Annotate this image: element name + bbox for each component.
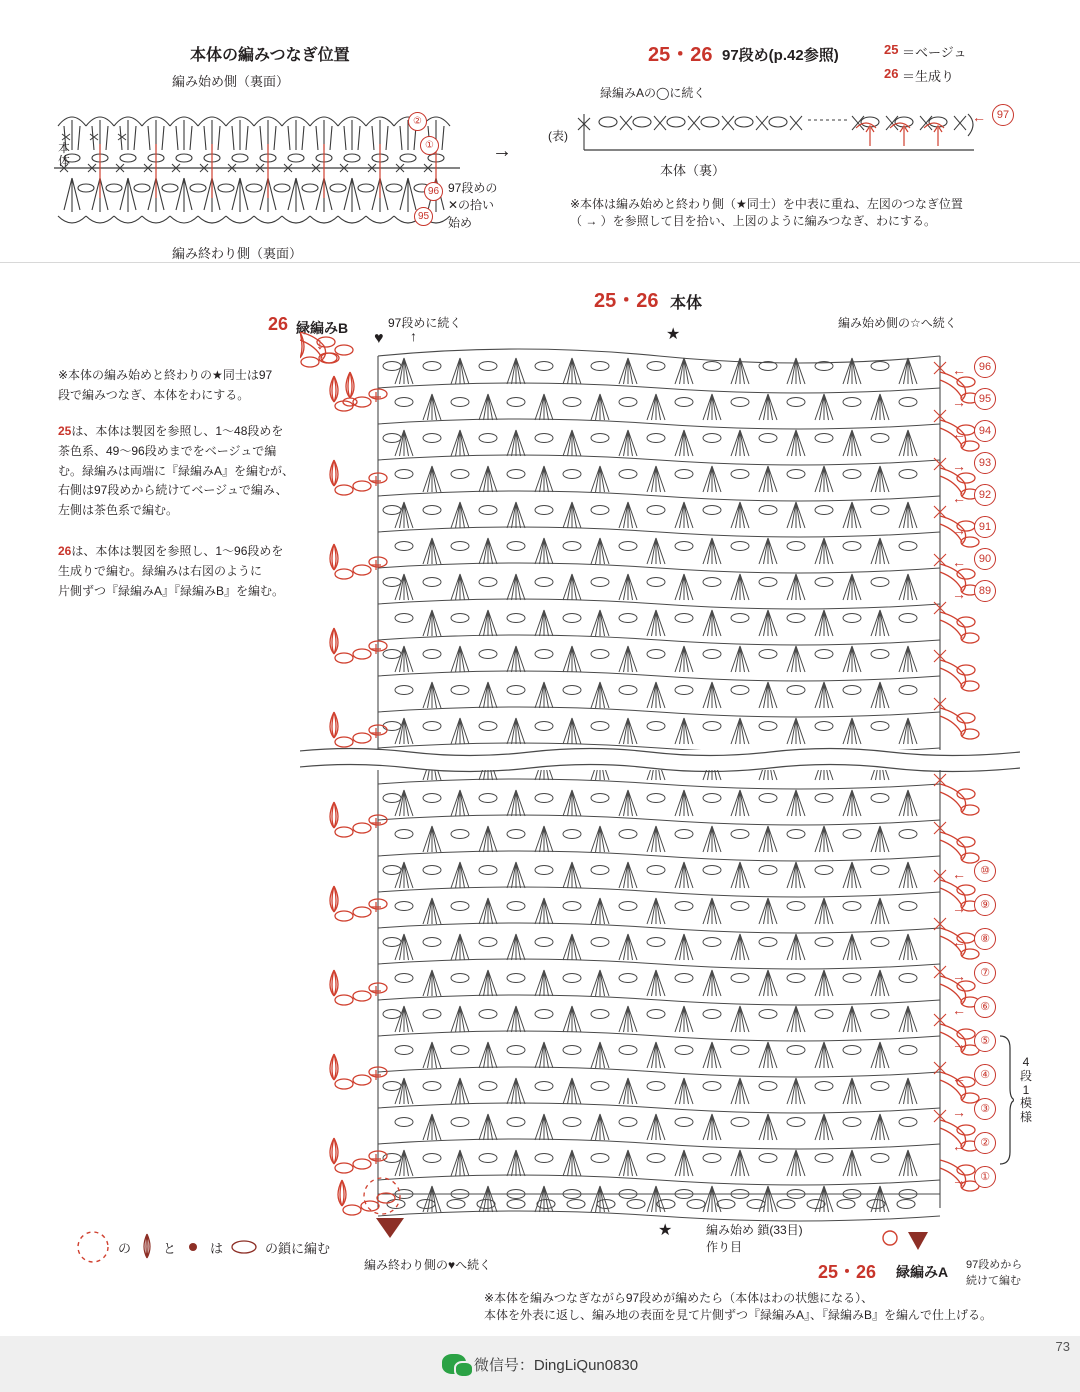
top-left-row-96: 96 <box>424 182 443 201</box>
top-right-direction-arrow-icon: ← <box>972 109 986 125</box>
top-left-row-2: ② <box>408 112 427 131</box>
row-arrow-91: → <box>952 522 966 538</box>
bottom-left-triangle <box>374 1216 408 1240</box>
top-left-side-label: 本 体 <box>58 141 71 168</box>
top-right-heading-num: 25・26 <box>648 44 713 66</box>
dot-icon <box>182 1230 204 1264</box>
row-arrow-94: ← <box>952 426 966 442</box>
star-top-icon: ★ <box>666 326 681 343</box>
row-num-7: ⑦ <box>974 962 996 984</box>
top-right-row-97: 97 <box>992 104 1014 126</box>
top-right-follow-label: 緑編みAの◯に続く <box>600 86 706 100</box>
top-right-heading-text: 97段め(p.42参照) <box>722 47 839 64</box>
row-arrow-8: ← <box>952 934 966 950</box>
row-num-5: ⑤ <box>974 1030 996 1052</box>
marker-icons <box>880 1224 950 1260</box>
heart-continue-label: 編み終わり側の♥へ続く <box>364 1258 492 1272</box>
wechat-text: 微信号：DingLiQun0830 <box>473 1356 639 1374</box>
row-arrow-89: → <box>952 586 966 602</box>
row-num-1: ① <box>974 1166 996 1188</box>
top-left-chart <box>50 88 470 268</box>
row-arrow-5: → <box>952 1036 966 1052</box>
edge-b-num: 26 <box>268 314 289 334</box>
row-arrow-96: ← <box>952 362 966 378</box>
chain-oval-icon <box>229 1230 259 1264</box>
row-num-4: ④ <box>974 1064 996 1086</box>
row-num-9: ⑨ <box>974 894 996 916</box>
row-arrow-90: ← <box>952 554 966 570</box>
main-top-left-label: 97段めに続く <box>388 316 462 330</box>
edge-b-arrow-icon: ↓ <box>316 336 324 353</box>
page-number: 73 <box>1055 1339 1070 1354</box>
top-left-end-label: 編み終わり側（裏面） <box>172 246 303 261</box>
legend-text-2: と <box>163 1240 177 1256</box>
row-arrow-4: ← <box>952 1070 966 1086</box>
row-arrow-3: → <box>952 1104 966 1120</box>
top-right-front-label: (表) <box>548 129 568 143</box>
row-num-92: 92 <box>974 484 996 506</box>
row-num-96: 96 <box>974 356 996 378</box>
legend-26-num: 26 <box>884 66 899 81</box>
wechat-icon <box>442 1354 466 1374</box>
row-num-95: 95 <box>974 388 996 410</box>
heart-icon: ♥ <box>374 330 384 347</box>
top-left-row-95: 95 <box>414 207 433 226</box>
row-arrow-10: ← <box>952 866 966 882</box>
top-right-chart <box>570 104 990 184</box>
triangle-icon <box>374 1216 408 1240</box>
row-num-6: ⑥ <box>974 996 996 1018</box>
legend-row <box>74 1230 330 1264</box>
bracket-icon <box>998 1034 1014 1166</box>
row-arrow-92: ← <box>952 490 966 506</box>
row-arrow-93: → <box>952 458 966 474</box>
row-num-10: ⑩ <box>974 860 996 882</box>
legend-text-3: は <box>210 1240 224 1256</box>
edge-a-label: 緑編みA <box>896 1264 949 1280</box>
edge-b-label: 緑編みB <box>296 320 349 336</box>
main-top-right-label: 編み始め側の☆へ続く <box>838 316 957 330</box>
row-num-2: ② <box>974 1132 996 1154</box>
repeat-label: 4 段 1 模 様 <box>1020 1055 1033 1125</box>
repeat-bracket <box>998 1034 1014 1166</box>
row-num-8: ⑧ <box>974 928 996 950</box>
wechat-credit <box>442 1354 638 1375</box>
top-left-start-label: 編み始め側（裏面） <box>172 74 290 89</box>
legend-text-1: の <box>118 1240 132 1256</box>
main-note-1: ※本体の編み始めと終わりの★同士は97 段で編みつなぎ、本体をわにする。 <box>58 368 273 402</box>
top-section <box>0 0 1080 262</box>
main-stitch-chart <box>300 332 1020 1232</box>
row-num-93: 93 <box>974 452 996 474</box>
row-num-89: 89 <box>974 580 996 602</box>
legend-25-eq: ＝ベージュ <box>902 45 967 60</box>
row-arrow-9: → <box>952 900 966 916</box>
top-left-note: 97段めの ✕の拾い 始め <box>448 181 498 230</box>
row-arrow-95: → <box>952 394 966 410</box>
main-title-text: 本体 <box>670 295 703 312</box>
main-note-2: 25は、本体は製図を参照し、1～48段めを 茶色系、49～96段めまでをベージュで編 む。緑編みは両端に『緑編みA』を編むが、 右側は97段めから続けてベージュで編み、 左側は茶色系で編む。 <box>58 424 295 518</box>
main-section <box>0 262 1080 1336</box>
legend-text-4: の鎖に編む <box>265 1240 331 1256</box>
top-left-arrow-icon: ↑ <box>410 328 417 344</box>
from-97-label: 97段めから 続けて編む <box>966 1259 1023 1287</box>
top-right-body-label: 本体（裏） <box>660 163 726 178</box>
top-right-note: ※本体は編み始めと終わり側（★同士）を中表に重ね、左図のつなぎ位置 （ → ）を参照して目を拾い、上図のように編みつなぎ、わにする。 <box>570 197 963 229</box>
row-num-3: ③ <box>974 1098 996 1120</box>
top-transfer-arrow-icon: → <box>492 140 512 162</box>
main-note-3: 26は、本体は製図を参照し、1～96段めを 生成りで編む。緑編みは右図のように 片側ずつ『緑編みA』『緑編みB』を編む。 <box>58 544 285 598</box>
top-left-row-1: ① <box>420 136 439 155</box>
star-bottom-icon: ★ <box>658 1222 673 1239</box>
start-chain-label: 編み始め 鎖(33目) 作り目 <box>706 1223 803 1255</box>
edge-a-num: 25・26 <box>818 1262 877 1282</box>
main-footnote: ※本体を編みつなぎながら97段めが編めたら（本体はわの状態になる）、 本体を外表に返し、編み地の表面を見て片側ずつ『緑編みA』、『緑編みB』を編んで仕上げる。 <box>484 1291 993 1323</box>
main-title-num: 25・26 <box>594 290 659 312</box>
row-num-91: 91 <box>974 516 996 538</box>
dashed-circle-icon <box>74 1230 112 1264</box>
legend-25-num: 25 <box>884 42 899 57</box>
puff-stitch-icon <box>137 1230 157 1264</box>
row-arrow-1: → <box>952 1172 966 1188</box>
row-arrow-6: ← <box>952 1002 966 1018</box>
row-arrow-2: ← <box>952 1138 966 1154</box>
footer-bar <box>0 1336 1080 1392</box>
row-num-94: 94 <box>974 420 996 442</box>
row-arrow-7: → <box>952 968 966 984</box>
row-num-90: 90 <box>974 548 996 570</box>
top-title: 本体の編みつなぎ位置 <box>190 47 350 64</box>
bottom-markers <box>880 1224 950 1260</box>
legend-26-eq: ＝生成り <box>902 69 955 84</box>
